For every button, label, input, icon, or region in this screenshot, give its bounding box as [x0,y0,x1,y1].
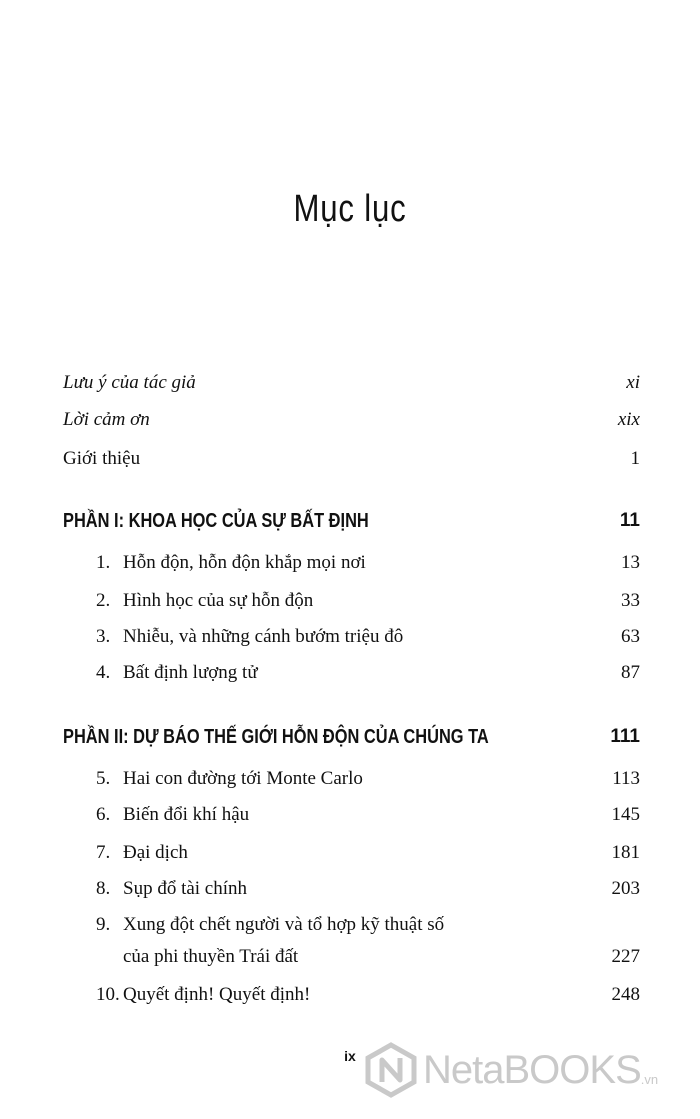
chapter-number: 3. [96,626,111,647]
chapter-page: 227 [611,946,640,967]
toc-entry-label: Lưu ý của tác giả [63,372,196,393]
chapter-label: Hình học của sự hỗn độn [123,590,314,611]
toc-entry-author-note[interactable] [63,370,640,396]
chapter-label: Sụp đổ tài chính [123,878,248,899]
toc-chapter-8[interactable] [63,876,640,902]
toc-entry-page: xix [617,409,640,430]
chapter-page: 113 [612,768,640,789]
chapter-number: 5. [96,768,111,789]
toc-chapter-3[interactable] [63,624,640,650]
chapter-page: 145 [611,804,640,825]
toc-chapter-2[interactable] [63,588,640,614]
toc-chapter-4[interactable] [63,660,640,686]
chapter-label: Đại dịch [123,842,188,863]
chapter-page: 248 [611,984,640,1005]
chapter-label: Hỗn độn, hỗn độn khắp mọi nơi [123,552,366,573]
chapter-number: 7. [96,842,111,863]
netabooks-logo-icon [365,1042,417,1098]
chapter-page: 13 [621,552,640,573]
watermark-brand: NetaBOOKS [423,1047,641,1092]
chapter-label: Bất định lượng tử [123,662,258,683]
chapter-page: 87 [621,662,640,683]
chapter-page: 63 [621,626,640,647]
chapter-label-continuation: của phi thuyền Trái đất [123,946,299,967]
part-page: 111 [610,726,640,747]
toc-chapter-6[interactable] [63,802,640,828]
chapter-page: 181 [611,842,640,863]
toc-chapter-5[interactable] [63,766,640,792]
part-page: 11 [619,510,640,531]
toc-chapter-10[interactable] [63,982,640,1008]
chapter-label: Hai con đường tới Monte Carlo [123,768,363,789]
chapter-number: 2. [96,590,111,611]
chapter-page: 33 [621,590,640,611]
toc-chapter-9[interactable] [63,912,640,938]
chapter-number: 9. [96,914,111,935]
chapter-number: 4. [96,662,111,683]
toc-chapter-9-continued[interactable] [63,944,640,970]
page-number: ix [344,1048,356,1064]
chapter-number: 1. [96,552,111,573]
part-label: PHẦN II: DỰ BÁO THẾ GIỚI HỖN ĐỘN CỦA CHÚNG TA [63,726,489,748]
toc-entry-label: Lời cảm ơn [63,409,150,430]
page-title: Mục lục [293,188,407,230]
part-label: PHẦN I: KHOA HỌC CỦA SỰ BẤT ĐỊNH [63,510,369,532]
toc-entry-label: Giới thiệu [63,448,141,469]
chapter-page: 203 [611,878,640,899]
toc-entry-page: xi [626,372,640,393]
chapter-label: Biến đổi khí hậu [123,804,250,825]
chapter-label: Xung đột chết người và tổ hợp kỹ thuật số [123,914,445,935]
watermark-suffix: .vn [640,1071,659,1087]
toc-entry-introduction[interactable] [63,446,640,472]
toc-part-2[interactable] [63,724,640,750]
toc-entry-page: 1 [630,448,640,469]
toc-chapter-7[interactable] [63,840,640,866]
chapter-number: 6. [96,804,111,825]
chapter-label: Quyết định! Quyết định! [123,984,311,1005]
chapter-number: 8. [96,878,111,899]
toc-chapter-1[interactable] [63,550,640,576]
chapter-label: Nhiễu, và những cánh bướm triệu đô [123,626,404,647]
chapter-number: 10. [96,984,120,1005]
watermark [365,1040,695,1100]
toc-entry-acknowledgements[interactable] [63,407,640,433]
toc-part-1[interactable] [63,508,640,534]
